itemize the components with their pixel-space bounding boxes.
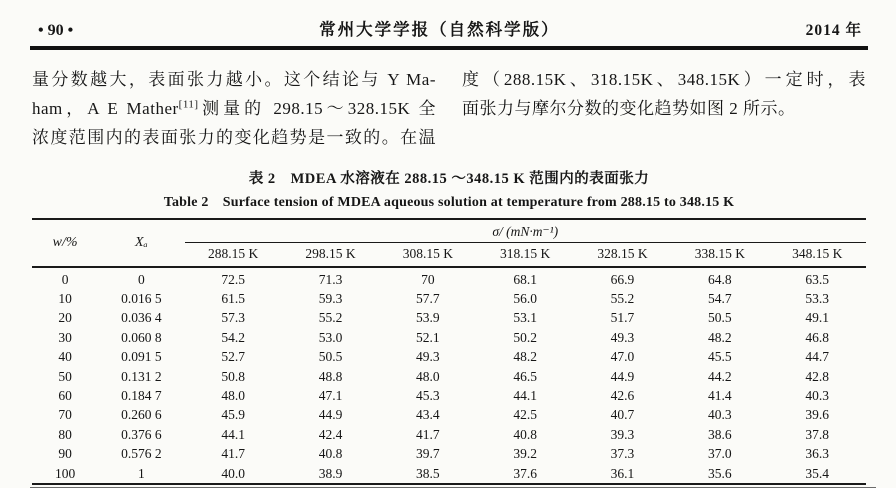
text-line xyxy=(462,65,866,94)
table-cell: 64.8 xyxy=(708,271,732,287)
table-cell: 45.3 xyxy=(416,387,440,403)
table-cell: 44.2 xyxy=(708,368,732,384)
text-line xyxy=(32,123,436,152)
table-cell: 0.576 2 xyxy=(121,446,162,462)
col-header-sigma: σ/ (mN·m⁻¹) xyxy=(185,219,866,243)
table-cell: 50 xyxy=(58,368,72,384)
table-row xyxy=(32,267,866,289)
text-run: 面张力与摩尔分数的变化趋势如图 2 所示。 xyxy=(462,98,796,118)
temp-column-header: 298.15 K xyxy=(305,245,356,261)
table-cell: 49.1 xyxy=(805,310,830,326)
table-cell: 44.9 xyxy=(610,368,635,384)
table-cell: 41.4 xyxy=(708,387,732,403)
table-cell: 37.0 xyxy=(708,446,732,462)
table-cell: 47.0 xyxy=(610,349,635,365)
table-cell: 10 xyxy=(58,290,72,306)
table-cell: 48.2 xyxy=(708,329,732,345)
temp-column-header: 288.15 K xyxy=(208,245,259,261)
table-row xyxy=(32,444,866,463)
table-caption-zh: 表 2 MDEA 水溶液在 288.15 ～348.15 K 范围内的表面张力 xyxy=(248,170,650,187)
table-cell: 48.8 xyxy=(318,368,343,384)
table-cell: 0.131 2 xyxy=(121,368,162,384)
table-cell: 57.7 xyxy=(416,290,440,306)
table-cell: 53.9 xyxy=(416,310,440,326)
table-cell: 40.7 xyxy=(610,407,635,423)
table-cell: 38.5 xyxy=(416,465,440,481)
header-rule xyxy=(30,46,868,50)
table-cell: 36.1 xyxy=(610,465,635,481)
table-cell: 48.2 xyxy=(513,349,537,365)
table-caption-en: Table 2 Surface tension of MDEA aqueous solution at temperature from 288.15 to 348.15 K xyxy=(163,194,735,210)
table-cell: 44.7 xyxy=(805,349,830,365)
table-cell: 61.5 xyxy=(221,290,245,306)
table-row xyxy=(32,289,866,308)
table-row xyxy=(32,464,866,484)
table-cell: 52.7 xyxy=(221,349,245,365)
table-cell: 46.8 xyxy=(805,329,830,345)
table-row xyxy=(32,347,866,366)
table-cell: 57.3 xyxy=(221,310,245,326)
table-cell: 50.2 xyxy=(513,329,537,345)
body-text-columns xyxy=(30,65,868,152)
table-row xyxy=(32,425,866,444)
table-cell: 42.4 xyxy=(318,426,343,442)
table-cell: 51.7 xyxy=(610,310,635,326)
col-header-w: w/% xyxy=(52,234,78,250)
table-cell: 45.9 xyxy=(221,407,245,423)
table-cell: 0.016 5 xyxy=(121,290,162,306)
table-cell: 40.3 xyxy=(805,387,830,403)
table-cell: 37.3 xyxy=(610,446,635,462)
table-cell: 40.3 xyxy=(708,407,732,423)
table-cell: 30 xyxy=(58,329,72,345)
table-cell: 55.2 xyxy=(610,290,635,306)
table-row xyxy=(32,405,866,424)
text-run: 测量的 298.15～328.15K 全 xyxy=(198,98,436,118)
table-cell: 0.036 4 xyxy=(121,310,162,326)
col-header-xa: Xₐ xyxy=(135,234,148,250)
table-cell: 39.2 xyxy=(513,446,537,462)
table-cell: 39.7 xyxy=(416,446,440,462)
table-cell: 40.0 xyxy=(221,465,245,481)
temp-column-header: 318.15 K xyxy=(500,245,551,261)
table-cell: 68.1 xyxy=(513,271,537,287)
table-cell: 42.6 xyxy=(610,387,635,403)
table-cell: 70 xyxy=(421,271,435,287)
table-cell: 20 xyxy=(58,310,72,326)
paragraph-left-column xyxy=(32,65,436,152)
table-cell: 54.2 xyxy=(221,329,245,345)
table-cell: 0.060 8 xyxy=(121,329,162,345)
table-cell: 35.4 xyxy=(805,465,830,481)
table-cell: 72.5 xyxy=(221,271,245,287)
table-cell: 60 xyxy=(58,387,72,403)
table-cell: 0 xyxy=(61,271,69,287)
temp-column-header: 308.15 K xyxy=(402,245,453,261)
table-cell: 37.8 xyxy=(805,426,830,442)
table-cell: 1 xyxy=(137,465,145,481)
table-cell: 38.9 xyxy=(318,465,343,481)
table-row xyxy=(32,386,866,405)
table-cell: 50.8 xyxy=(221,368,245,384)
table-cell: 0.091 5 xyxy=(121,349,162,365)
text-run: 浓度范围内的表面张力的变化趋势是一致的。在温 xyxy=(32,127,436,147)
table-cell: 90 xyxy=(58,446,72,462)
table-cell: 40.8 xyxy=(318,446,343,462)
table-cell: 42.8 xyxy=(805,368,830,384)
table-cell: 56.0 xyxy=(513,290,537,306)
table-cell: 44.1 xyxy=(221,426,245,442)
table-cell: 45.5 xyxy=(708,349,732,365)
table-cell: 41.7 xyxy=(221,446,245,462)
temp-column-header: 328.15 K xyxy=(597,245,648,261)
table-row xyxy=(32,308,866,327)
table-cell: 54.7 xyxy=(708,290,732,306)
table-cell: 100 xyxy=(54,465,76,481)
table-cell: 49.3 xyxy=(416,349,440,365)
table-cell: 39.6 xyxy=(805,407,830,423)
table-cell: 63.5 xyxy=(805,271,830,287)
table-cell: 0.260 6 xyxy=(121,407,162,423)
table-cell: 41.7 xyxy=(416,426,440,442)
text-line xyxy=(32,94,436,123)
table-cell: 53.3 xyxy=(805,290,830,306)
journal-title: 常州大学学报（自然科学版） xyxy=(319,20,560,39)
table-cell: 59.3 xyxy=(318,290,343,306)
table-cell: 40 xyxy=(58,349,72,365)
table-cell: 42.5 xyxy=(513,407,537,423)
text-run: 度（288.15K、318.15K、348.15K）一定时，表 xyxy=(462,69,866,89)
table-cell: 44.9 xyxy=(318,407,343,423)
table-cell: 47.1 xyxy=(318,387,343,403)
table-cell: 44.1 xyxy=(513,387,537,403)
paragraph-right-column xyxy=(462,65,866,152)
text-run: ham，A E Mather xyxy=(32,98,179,118)
table-cell: 36.3 xyxy=(805,446,830,462)
table-cell: 50.5 xyxy=(318,349,343,365)
reference-marker: [11] xyxy=(178,97,199,110)
surface-tension-table xyxy=(32,218,866,485)
page-number: • 90 • xyxy=(38,22,74,39)
temp-column-header: 348.15 K xyxy=(792,245,843,261)
text-line xyxy=(462,94,866,123)
table-cell: 80 xyxy=(58,426,72,442)
table-cell: 39.3 xyxy=(610,426,635,442)
temp-column-header: 338.15 K xyxy=(694,245,745,261)
table-cell: 71.3 xyxy=(318,271,343,287)
table-cell: 70 xyxy=(58,407,72,423)
table-cell: 66.9 xyxy=(610,271,635,287)
text-run: 量分数越大，表面张力越小。这个结论与 Y Ma- xyxy=(32,69,436,89)
table-cell: 53.0 xyxy=(318,329,343,345)
table-cell: 50.5 xyxy=(708,310,732,326)
text-line xyxy=(32,65,436,94)
table-cell: 37.6 xyxy=(513,465,537,481)
page-header xyxy=(30,16,868,40)
table-cell: 48.0 xyxy=(221,387,245,403)
table-cell: 35.6 xyxy=(708,465,732,481)
table-cell: 53.1 xyxy=(513,310,537,326)
table-cell: 55.2 xyxy=(318,310,343,326)
table-cell: 0.376 6 xyxy=(121,426,162,442)
table-cell: 0 xyxy=(137,271,145,287)
table-cell: 38.6 xyxy=(708,426,732,442)
table-row xyxy=(32,328,866,347)
table-cell: 43.4 xyxy=(416,407,440,423)
issue-year: 2014 年 xyxy=(805,22,862,39)
table-cell: 48.0 xyxy=(416,368,440,384)
table-cell: 40.8 xyxy=(513,426,537,442)
table-cell: 0.184 7 xyxy=(121,387,162,403)
table-cell: 49.3 xyxy=(610,329,635,345)
table-cell: 52.1 xyxy=(416,329,440,345)
table-row xyxy=(32,367,866,386)
table-cell: 46.5 xyxy=(513,368,537,384)
